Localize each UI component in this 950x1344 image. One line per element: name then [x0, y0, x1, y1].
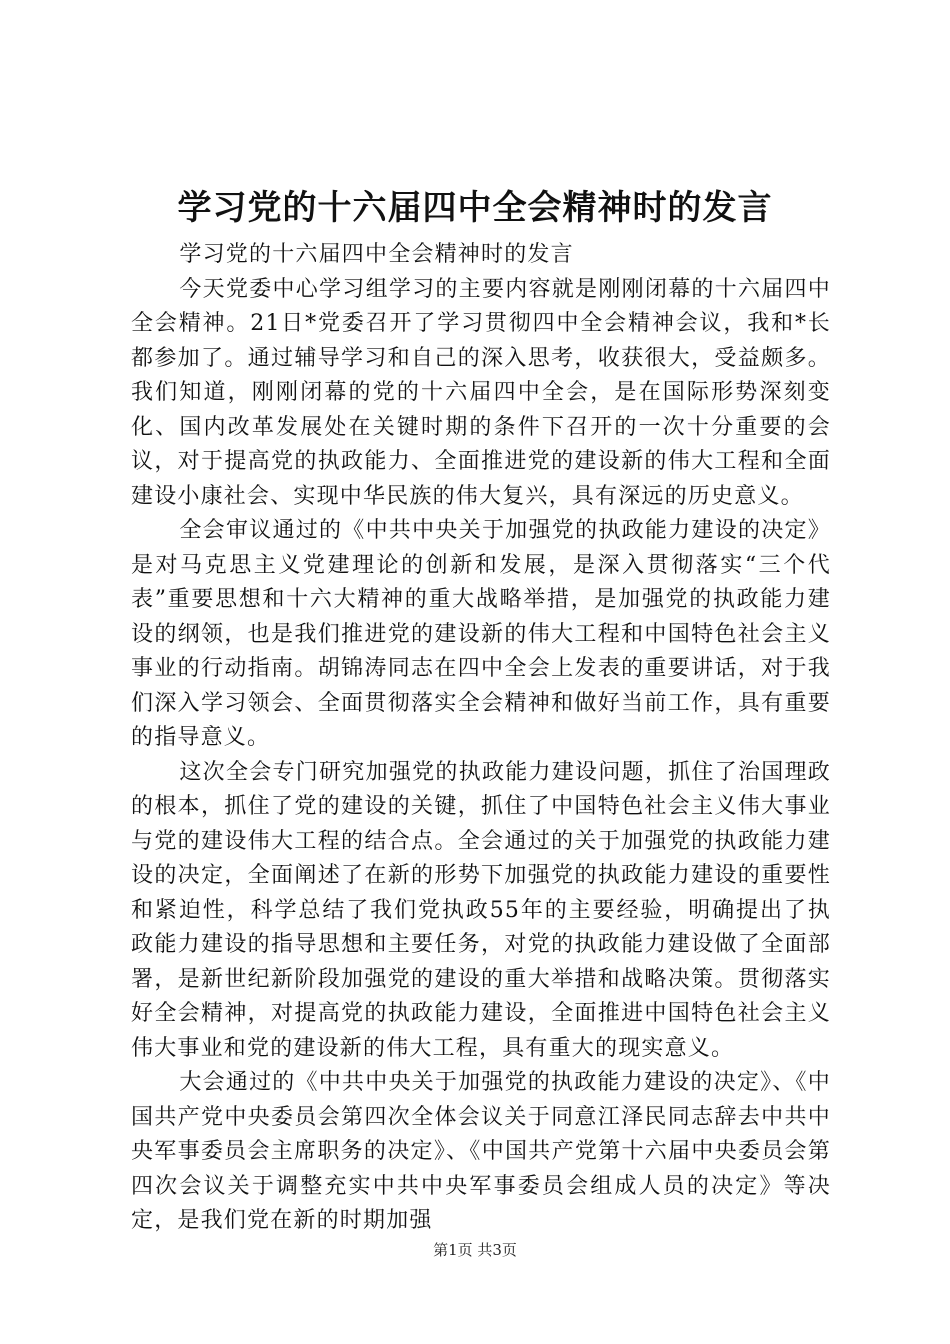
- page-indicator: 第1页 共3页: [433, 1241, 517, 1259]
- paragraph: 今天党委中心学习组学习的主要内容就是刚刚闭幕的十六届四中全会精神。21日*党委召开了学习贯彻四中全会精神会议，我和*长都参加了。通过辅导学习和自己的深入思考，收获很大，受益颇多。我们知道，刚刚闭幕的党的十六届四中全会，是在国际形势深刻变化、国内改革发展处在关键时期的条件下召开的一次十分重要的会议，对于提高党的执政能力、全面推进党的建设新的伟大工程和全面建设小康社会、实现中华民族的伟大复兴，具有深远的历史意义。: [131, 276, 831, 509]
- document-body: [131, 238, 831, 1239]
- paragraph: 全会审议通过的《中共中央关于加强党的执政能力建设的决定》是对马克思主义党建理论的创新和发展，是深入贯彻落实“三个代表”重要思想和十六大精神的重大战略举措，是加强党的执政能力建设的纲领，也是我们推进党的建设新的伟大工程和中国特色社会主义事业的行动指南。胡锦涛同志在四中全会上发表的重要讲话，对于我们深入学习领会、全面贯彻落实全会精神和做好当前工作，具有重要的指导意义。: [131, 518, 831, 750]
- paragraph: 这次全会专门研究加强党的执政能力建设问题，抓住了治国理政的根本，抓住了党的建设的关键，抓住了中国特色社会主义伟大事业与党的建设伟大工程的结合点。全会通过的关于加强党的执政能力建设的决定，全面阐述了在新的形势下加强党的执政能力建设的重要性和紧迫性，科学总结了我们党执政55年的主要经验，明确提出了执政能力建设的指导思想和主要任务，对党的执政能力建设做了全面部署，是新世纪新阶段加强党的建设的重大举措和战略决策。贯彻落实好全会精神，对提高党的执政能力建设，全面推进中国特色社会主义伟大事业和党的建设新的伟大工程，具有重大的现实意义。: [131, 759, 831, 1061]
- page-footer: [0, 1238, 950, 1262]
- document-title: 学习党的十六届四中全会精神时的发言: [177, 188, 773, 228]
- paragraph: 大会通过的《中共中央关于加强党的执政能力建设的决定》、《中国共产党中央委员会第四次全体会议关于同意江泽民同志辞去中共中央军事委员会主席职务的决定》、《中国共产党第十六届中央委员会第四次会议关于调整充实中共中央军事委员会组成人员的决定》等决定，是我们党在新的时期加强: [131, 1070, 831, 1233]
- paragraph-subtitle: 学习党的十六届四中全会精神时的发言: [179, 242, 574, 267]
